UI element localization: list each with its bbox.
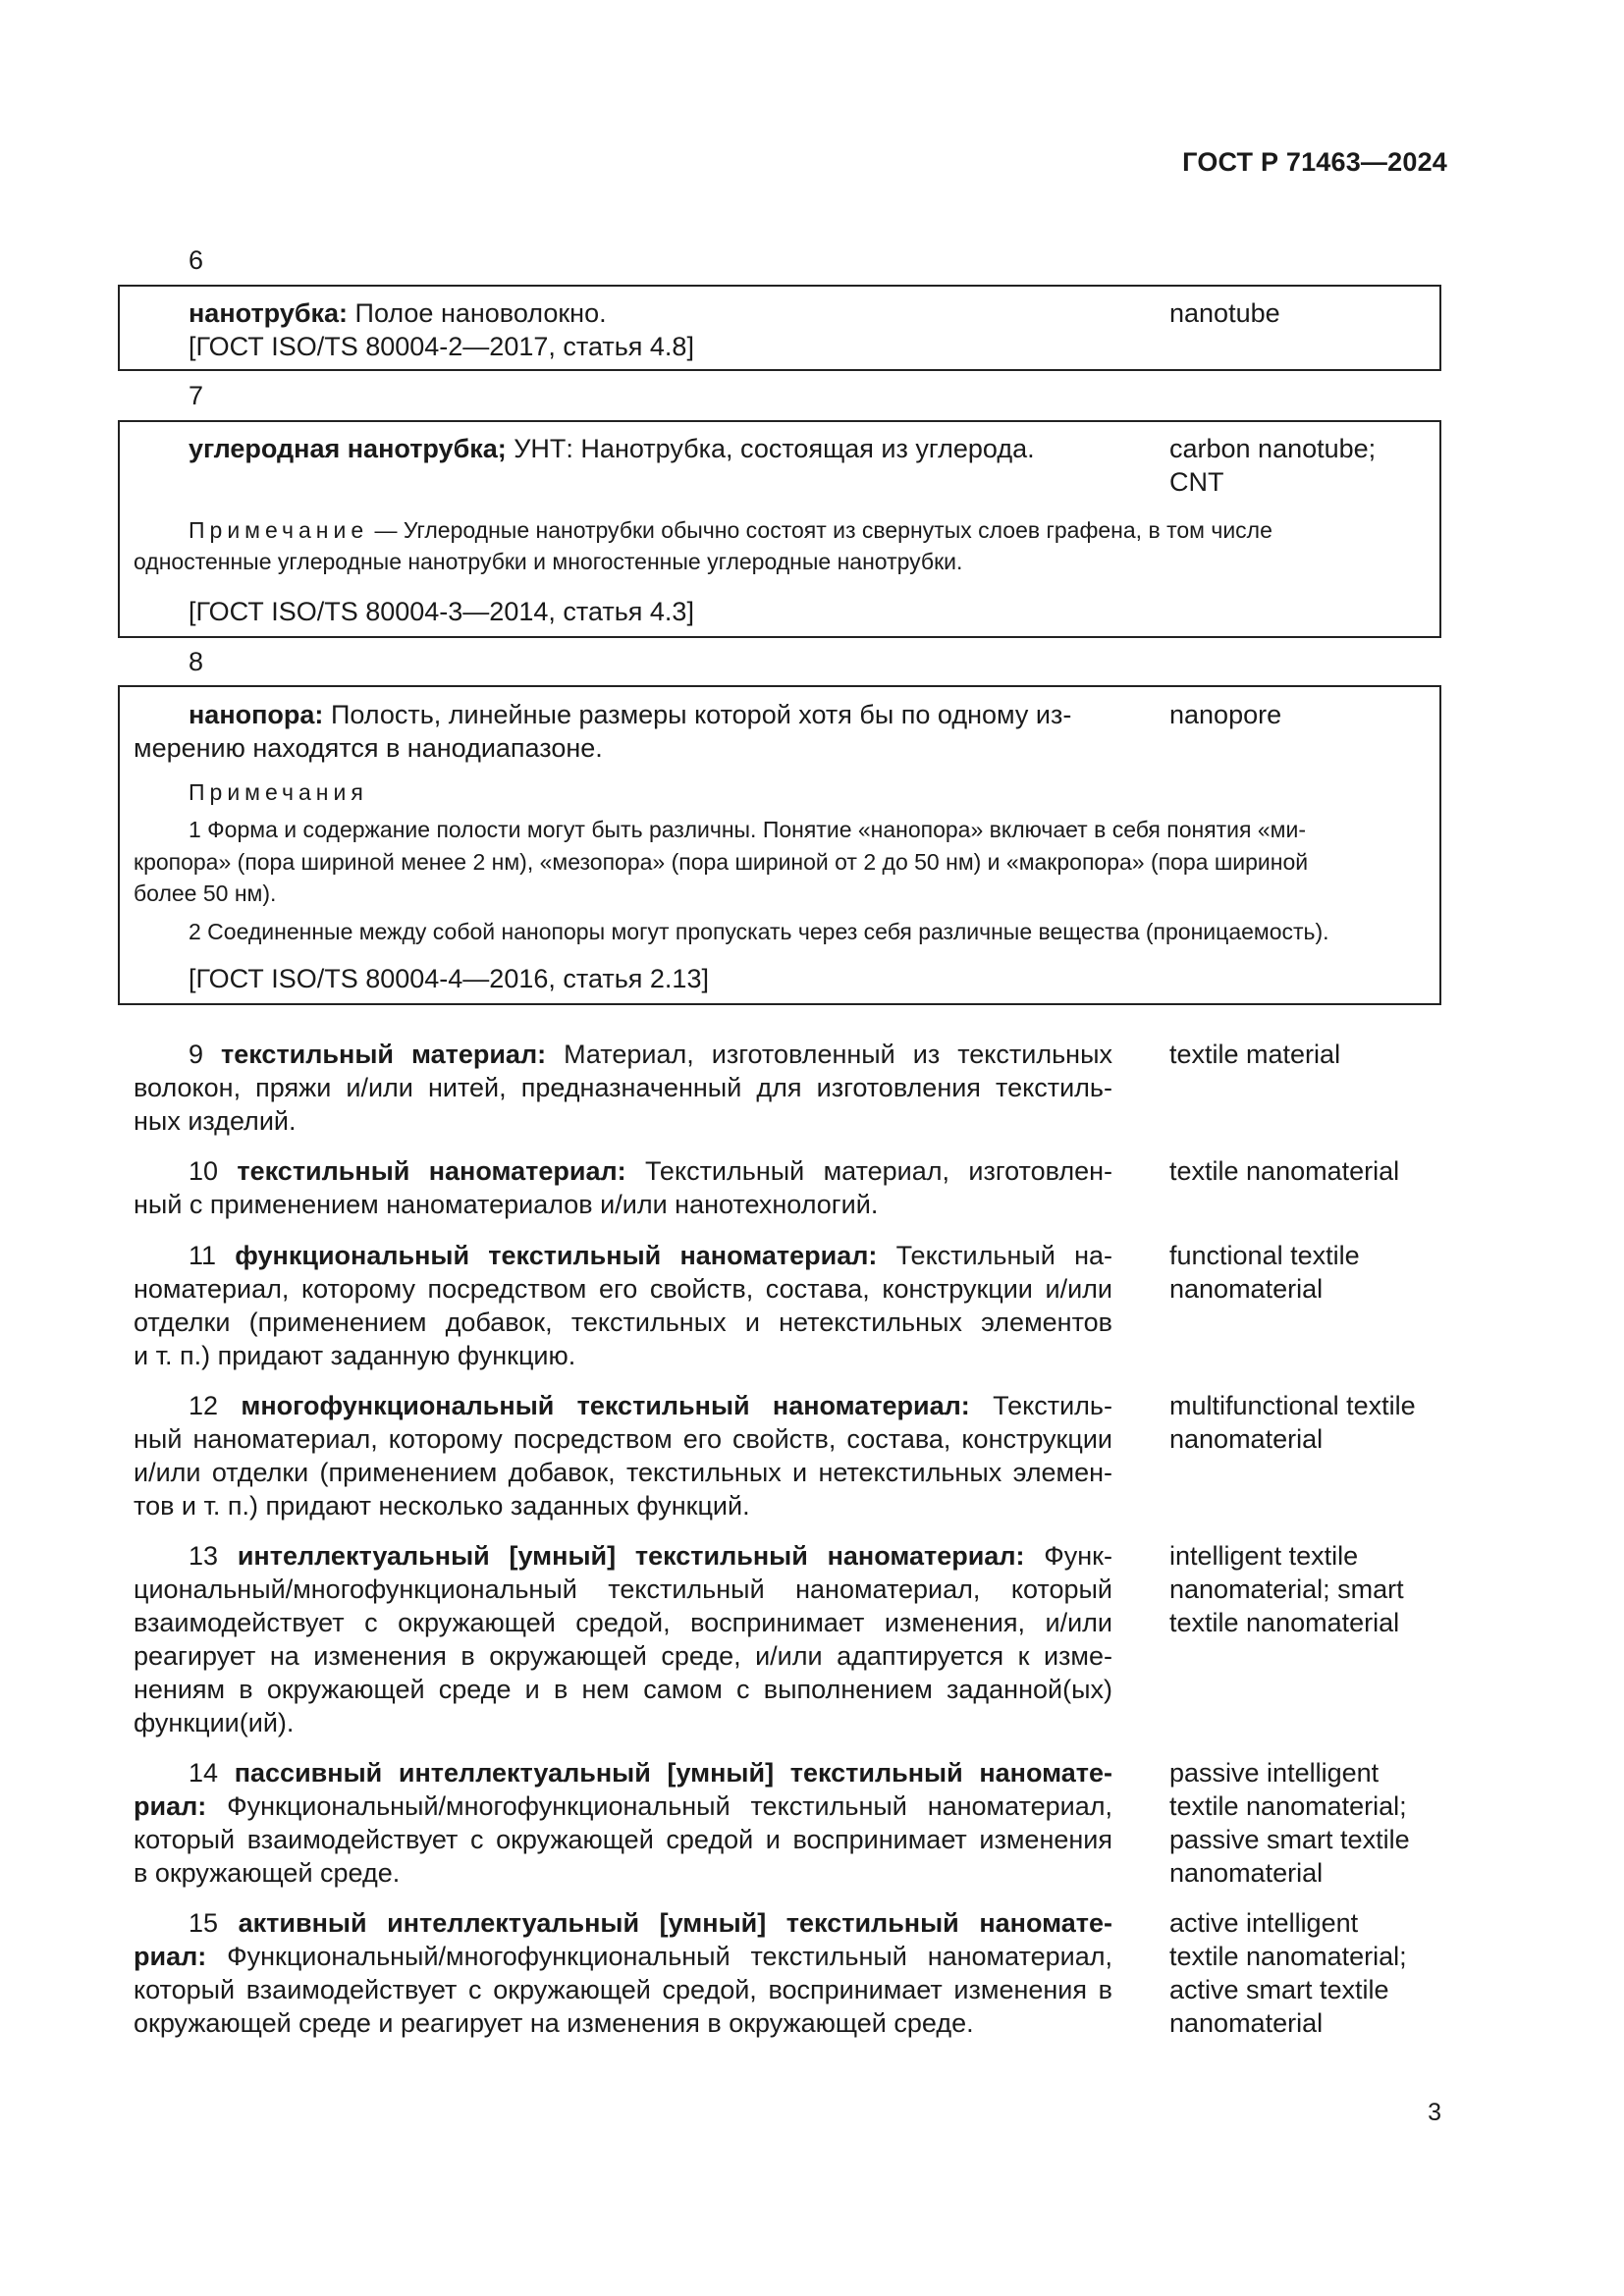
- note-text: кропора» (пора шириной менее 2 нм), «мезопора» (пора шириной от 2 до 50 нм) и «макропора» (пора шириной: [134, 849, 1309, 875]
- note: [189, 515, 1272, 545]
- english-term: active smart textile: [1169, 1975, 1389, 2004]
- entry-first-line: [189, 1756, 1112, 1789]
- definition-text: Функциональный/многофункциональный текстильный наноматериал,: [206, 1942, 1112, 1971]
- definition-text: УНТ: Нанотрубка, состоящая из углерода.: [506, 434, 1035, 463]
- definition-text: волокон, пряжи и/или нитей, предназначенный для изготовления текстиль-: [134, 1073, 1112, 1102]
- english-term: nanomaterial: [1169, 2008, 1324, 2038]
- entry-number: 12: [189, 1391, 219, 1420]
- term-source: [ГОСТ ISO/TS 80004-4—2016, статья 2.13]: [189, 964, 709, 993]
- definition-text: ный с применением наноматериалов и/или нанотехнологий.: [134, 1190, 879, 1219]
- definition-text: окружающей среде и реагирует на изменения в окружающей среде.: [134, 2008, 974, 2038]
- english-term: nanotube: [1169, 298, 1280, 328]
- document-code: ГОСТ Р 71463—2024: [1182, 147, 1447, 177]
- english-term: textile nanomaterial;: [1169, 1791, 1407, 1821]
- english-term: passive smart textile: [1169, 1825, 1410, 1854]
- english-term: intelligent textile: [1169, 1541, 1359, 1571]
- english-term: nanomaterial: [1169, 1424, 1324, 1454]
- entry-number: 8: [189, 647, 204, 676]
- english-term: active intelligent: [1169, 1908, 1359, 1938]
- english-term: nanomaterial; smart: [1169, 1575, 1404, 1604]
- english-term: passive intelligent: [1169, 1758, 1380, 1788]
- term-title: нанотрубка:: [189, 298, 349, 328]
- definition-text: [134, 1789, 1112, 1823]
- definition-text: Текстильный материал, изготовлен-: [625, 1156, 1112, 1186]
- definition-text: тов и т. п.) придают несколько заданных функций.: [134, 1491, 750, 1521]
- term-title: многофункциональный текстильный наноматериал:: [241, 1391, 970, 1420]
- definition-text: нениям в окружающей среде и в нем самом с выполнением заданной(ых): [134, 1675, 1112, 1704]
- entry-number: 11: [189, 1241, 217, 1270]
- note-label: Примечания: [189, 779, 368, 805]
- definition-text: Функциональный/многофункциональный текстильный наноматериал,: [206, 1791, 1112, 1821]
- term-title: активный интеллектуальный [умный] текстильный наномате-: [238, 1908, 1112, 1938]
- definition-text: и/или отделки (применением добавок, текстильных и нетекстильных элемен-: [134, 1458, 1112, 1487]
- page-number: 3: [1428, 2099, 1441, 2126]
- entry-number: 10: [189, 1156, 219, 1186]
- english-term: CNT: [1169, 467, 1224, 497]
- term-definition: [189, 432, 1035, 465]
- entry-number: 9: [189, 1040, 204, 1069]
- term-title: текстильный материал:: [221, 1040, 547, 1069]
- term-title: углеродная нанотрубка;: [189, 434, 507, 463]
- term-title: текстильный наноматериал:: [237, 1156, 626, 1186]
- definition-text: и т. п.) придают заданную функцию.: [134, 1341, 576, 1370]
- entry-number: 7: [189, 381, 204, 410]
- note-text: — Углеродные нанотрубки обычно состоят из свернутых слоев графена, в том числе: [368, 517, 1272, 543]
- english-term: textile nanomaterial: [1169, 1608, 1400, 1637]
- english-term: functional textile: [1169, 1241, 1360, 1270]
- english-term: nanomaterial: [1169, 1858, 1324, 1888]
- note-text: более 50 нм).: [134, 881, 277, 906]
- definition-text: ный наноматериал, которому посредством его свойств, состава, конструкции: [134, 1424, 1112, 1454]
- definition-text: Текстильный на-: [877, 1241, 1112, 1270]
- definition-text: функции(ий).: [134, 1708, 295, 1737]
- definition-text: Материал, изготовленный из текстильных: [546, 1040, 1112, 1069]
- term-source: [ГОСТ ISO/TS 80004-2—2017, статья 4.8]: [189, 332, 694, 361]
- definition-text: который взаимодействует с окружающей средой, воспринимает изменения в: [134, 1975, 1112, 2004]
- note-text: одностенные углеродные нанотрубки и многостенные углеродные нанотрубки.: [134, 549, 963, 574]
- definition-text: Текстиль-: [969, 1391, 1112, 1420]
- entry-first-line: [189, 1389, 1112, 1422]
- definition-text: в окружающей среде.: [134, 1858, 401, 1888]
- definition-text: отделки (применением добавок, текстильных и нетекстильных элементов: [134, 1308, 1112, 1337]
- entry-first-line: [189, 1038, 1112, 1071]
- definition-text: реагирует на изменения в окружающей среде, и/или адаптируется к изме-: [134, 1641, 1112, 1671]
- note-text: 1 Форма и содержание полости могут быть различны. Понятие «нанопора» включает в себя понятия «ми-: [189, 817, 1306, 842]
- term-source: [ГОСТ ISO/TS 80004-3—2014, статья 4.3]: [189, 597, 694, 626]
- definition-text: Полое нановолокно.: [348, 298, 607, 328]
- note-text: 2 Соединенные между собой нанопоры могут пропускать через себя различные вещества (проницаемость).: [189, 919, 1329, 944]
- term-title-cont: риал:: [134, 1791, 207, 1821]
- term-title: нанопора:: [189, 700, 324, 729]
- entry-first-line: [189, 1239, 1112, 1272]
- term-definition: [189, 698, 1071, 731]
- english-term: multifunctional textile: [1169, 1391, 1416, 1420]
- term-title: функциональный текстильный наноматериал:: [235, 1241, 878, 1270]
- definition-text: мерению находятся в нанодиапазоне.: [134, 733, 603, 763]
- english-term: textile nanomaterial;: [1169, 1942, 1407, 1971]
- entry-number: 6: [189, 245, 204, 275]
- entry-number: 13: [189, 1541, 219, 1571]
- definition-text: который взаимодействует с окружающей средой и воспринимает изменения: [134, 1825, 1112, 1854]
- term-title-cont: риал:: [134, 1942, 207, 1971]
- english-term: carbon nanotube;: [1169, 434, 1377, 463]
- definition-text: Функ-: [1024, 1541, 1112, 1571]
- entry-first-line: [189, 1154, 1112, 1188]
- term-title: интеллектуальный [умный] текстильный наноматериал:: [237, 1541, 1025, 1571]
- term-definition: [189, 296, 607, 330]
- entry-number: 14: [189, 1758, 219, 1788]
- entry-first-line: [189, 1906, 1112, 1940]
- english-term: nanomaterial: [1169, 1274, 1324, 1304]
- definition-text: ных изделий.: [134, 1106, 297, 1136]
- definition-text: взаимодействует с окружающей средой, воспринимает изменения, и/или: [134, 1608, 1112, 1637]
- english-term: textile material: [1169, 1040, 1341, 1069]
- definition-text: Полость, линейные размеры которой хотя бы по одному из-: [323, 700, 1072, 729]
- entry-number: 15: [189, 1908, 219, 1938]
- english-term: textile nanomaterial: [1169, 1156, 1400, 1186]
- note-label: Примечание: [189, 517, 369, 543]
- definition-text: [134, 1940, 1112, 1973]
- entry-first-line: [189, 1539, 1112, 1573]
- definition-text: циональный/многофункциональный текстильный наноматериал, который: [134, 1575, 1112, 1604]
- definition-text: номатериал, которому посредством его свойств, состава, конструкции и/или: [134, 1274, 1112, 1304]
- term-title: пассивный интеллектуальный [умный] текстильный наномате-: [234, 1758, 1112, 1788]
- english-term: nanopore: [1169, 700, 1282, 729]
